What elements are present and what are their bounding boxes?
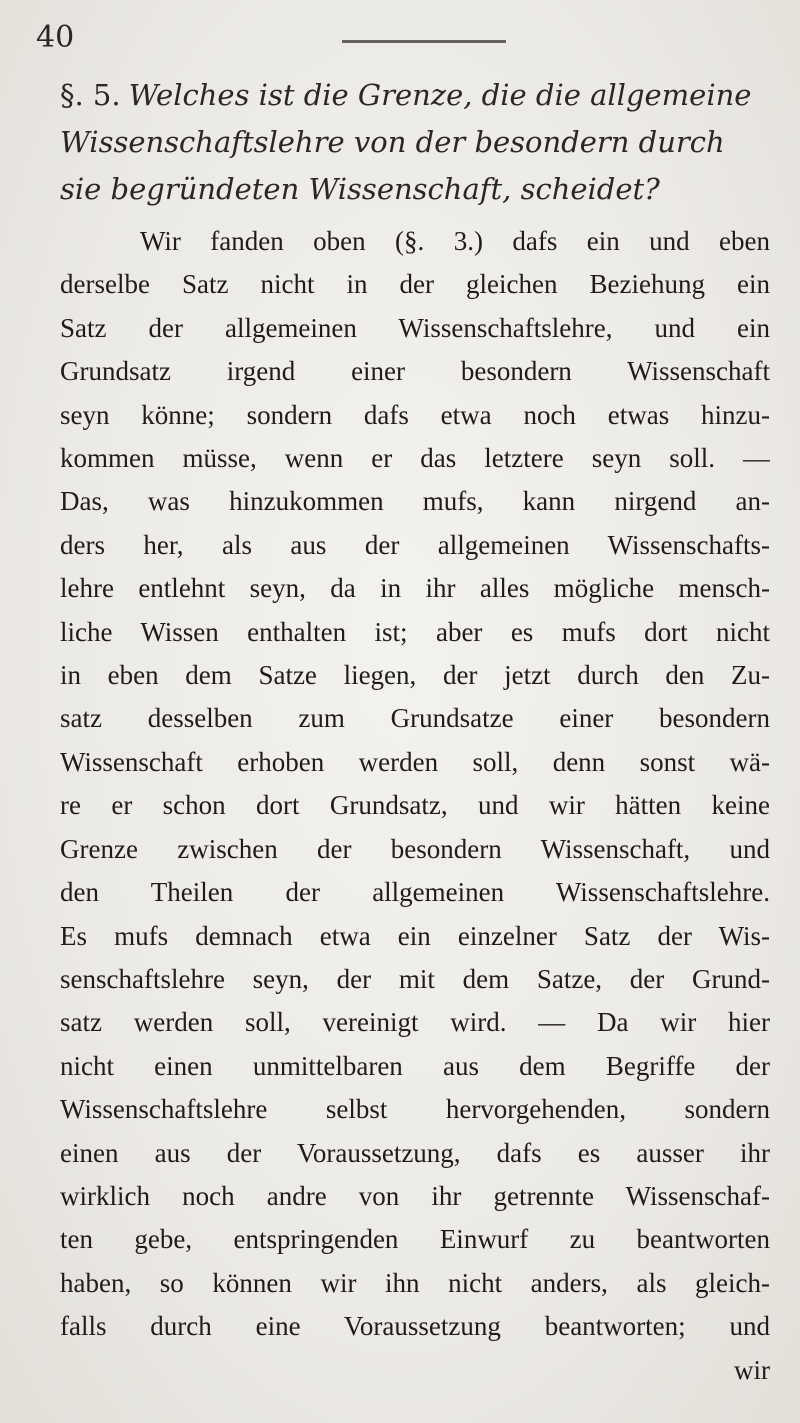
text-line: Grenze zwischen der besondern Wissenschaft, und (60, 833, 770, 864)
section-number: §. 5. (60, 78, 121, 112)
body-text (60, 220, 770, 1392)
text-line: satz desselben zum Grundsatze einer besondern (60, 703, 770, 734)
text-line: Grundsatz irgend einer besondern Wissenschaft (60, 356, 770, 387)
text-line: ders her, als aus der allgemeinen Wissenschafts- (60, 529, 770, 560)
text-line: seyn könne; sondern dafs etwa noch etwas hinzu- (60, 399, 770, 430)
text-line: ten gebe, entspringenden Einwurf zu beantworten (60, 1224, 770, 1255)
catchword: wir (734, 1354, 770, 1385)
text-line: re er schon dort Grundsatz, und wir hätten keine (60, 790, 770, 821)
text-line: wirklich noch andre von ihr getrennte Wissenschaf- (60, 1180, 770, 1211)
text-line: senschaftslehre seyn, der mit dem Satze, der Grund- (60, 963, 770, 994)
page-number: 40 (36, 20, 75, 55)
text-line: derselbe Satz nicht in der gleichen Beziehung ein (60, 269, 770, 300)
text-line: Wissenschaft erhoben werden soll, denn sonst wä- (60, 746, 770, 777)
text-line: einen aus der Voraussetzung, dafs es ausser ihr (60, 1137, 770, 1168)
text-line: Es mufs demnach etwa ein einzelner Satz der Wis- (60, 920, 770, 951)
text-line: liche Wissen enthalten ist; aber es mufs dort nicht (60, 616, 770, 647)
section-title: Welches ist die Grenze, die die allgemeine Wissenschaftslehre von der besondern durch sie begründeten Wissenschaft, scheidet? (60, 78, 752, 206)
text-line: kommen müsse, wenn er das letztere seyn soll. — (60, 443, 770, 474)
header-rule (342, 40, 506, 43)
text-line: haben, so können wir ihn nicht anders, als gleich- (60, 1267, 770, 1298)
text-line: Satz der allgemeinen Wissenschaftslehre, und ein (60, 312, 770, 343)
text-line: Wir fanden oben (§. 3.) dafs ein und eben (140, 226, 770, 256)
text-line: in eben dem Satze liegen, der jetzt durch den Zu- (60, 660, 770, 691)
text-line: satz werden soll, vereinigt wird. — Da wir hier (60, 1007, 770, 1038)
text-line: Wissenschaftslehre selbst hervorgehenden, sondern (60, 1094, 770, 1125)
text-line: lehre entlehnt seyn, da in ihr alles mögliche mensch- (60, 573, 770, 604)
text-line: falls durch eine Voraussetzung beantworten; und (60, 1311, 770, 1342)
section-heading (60, 72, 760, 213)
text-line: nicht einen unmittelbaren aus dem Begriffe der (60, 1050, 770, 1081)
text-line: den Theilen der allgemeinen Wissenschaftslehre. (60, 877, 770, 908)
text-line: Das, was hinzukommen mufs, kann nirgend an- (60, 486, 770, 517)
